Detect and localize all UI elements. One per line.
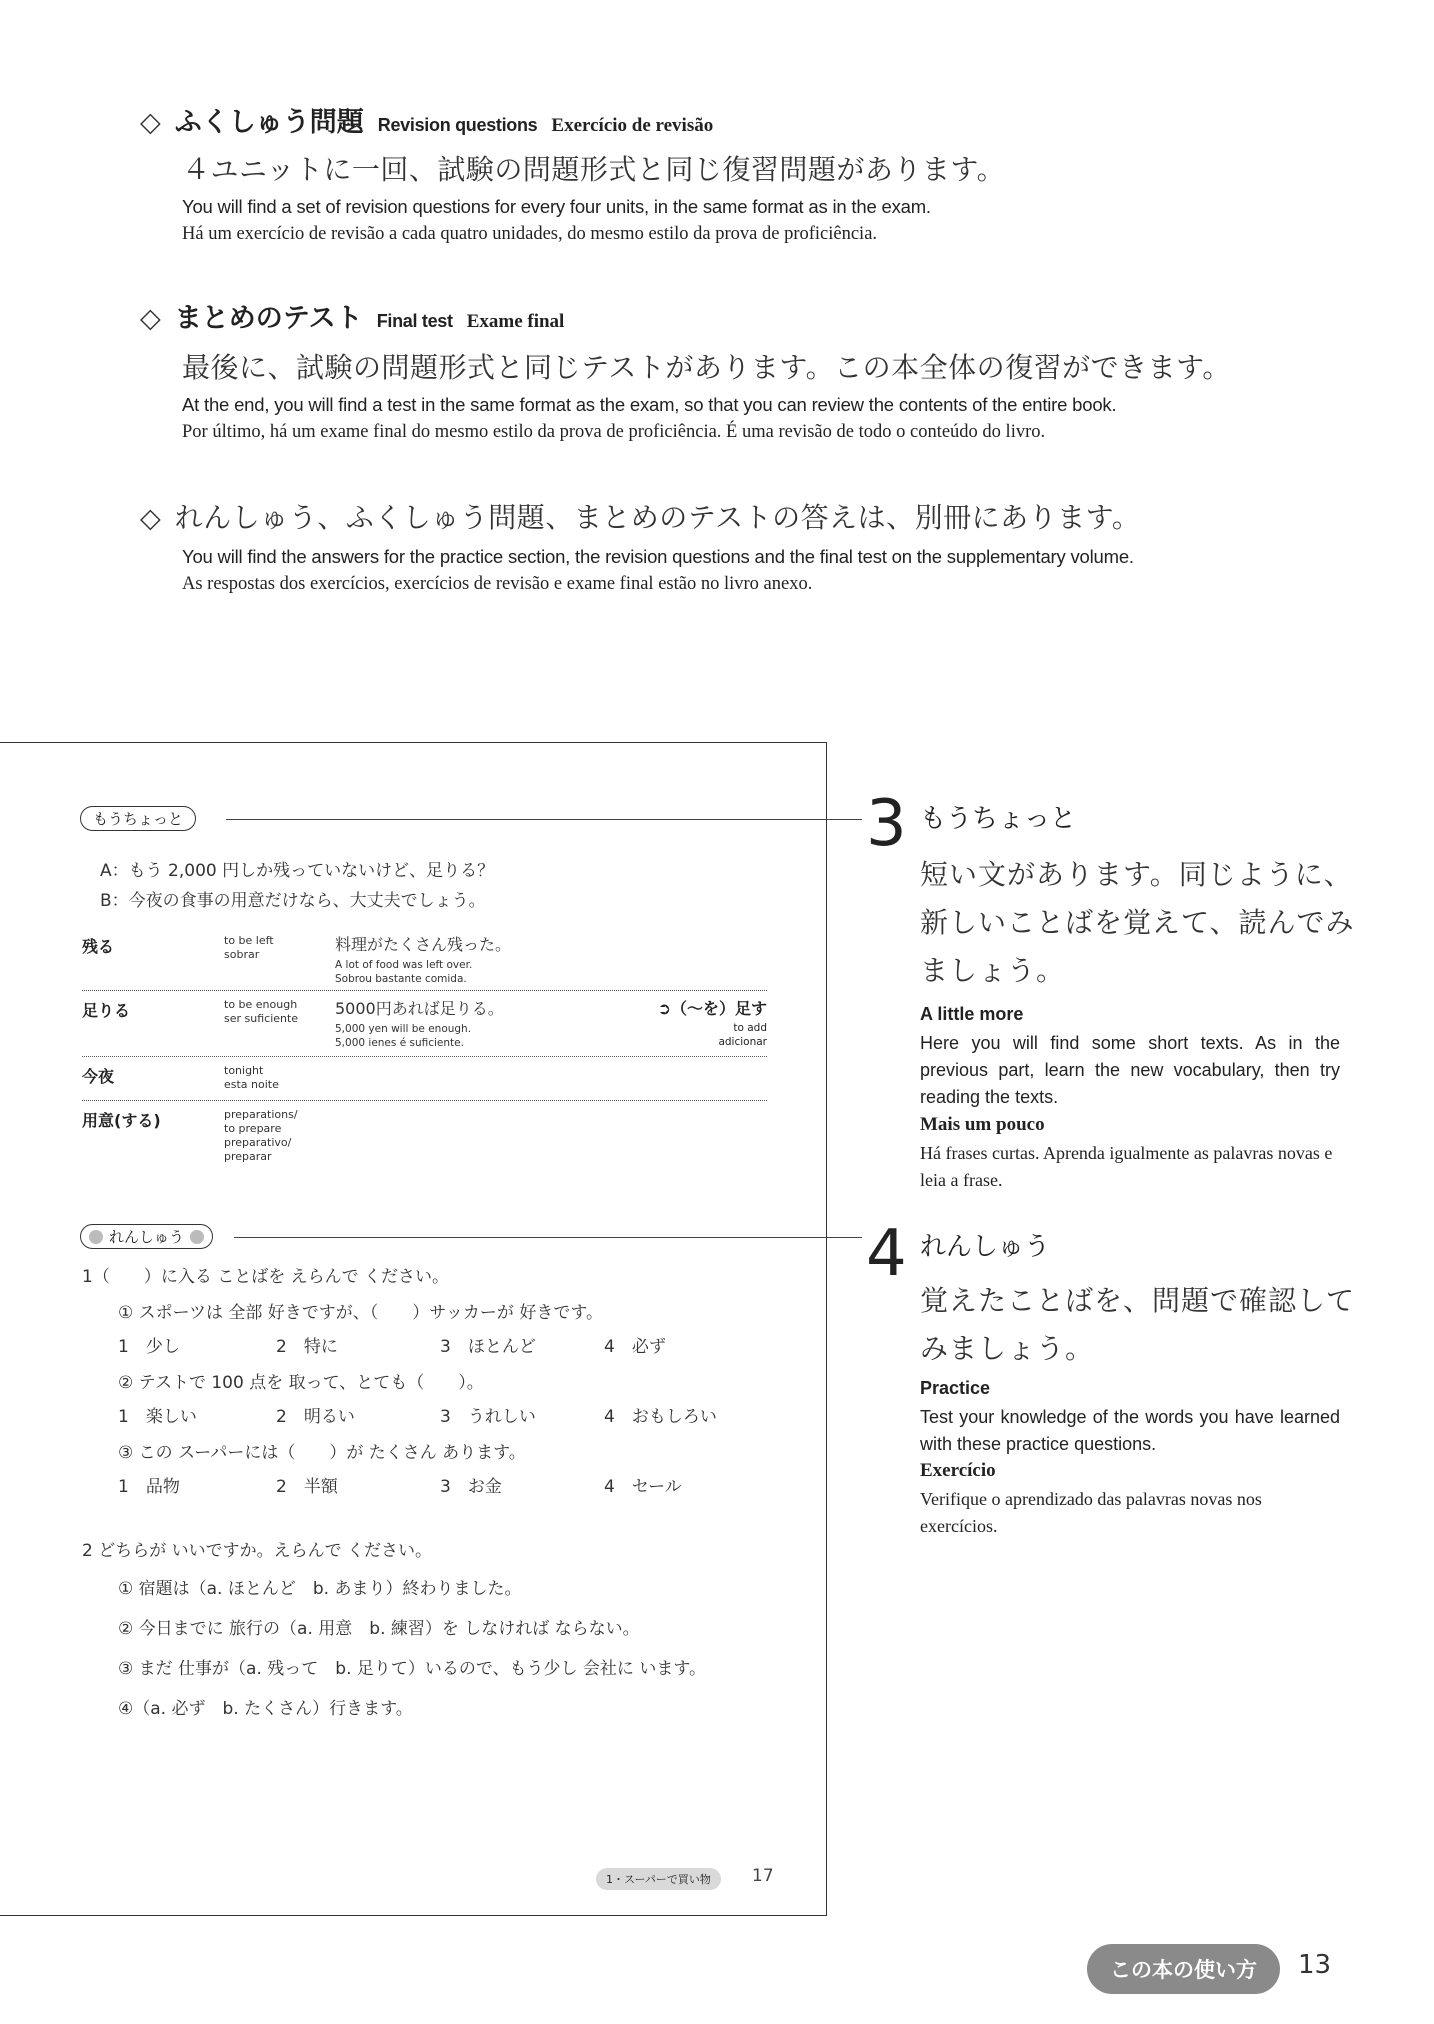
explanation-title: もうちょっと <box>920 804 1077 834</box>
section-en-body: At the end, you will find a test in the same format as the exam, so that you can review the contents of the entire book. <box>182 394 1117 415</box>
connector-line-4 <box>234 1237 862 1238</box>
section-pt-body: Por último, há um exame final do mesmo estilo da prova de proficiência. É uma revisão de todo o conteúdo do livro. <box>182 422 1046 442</box>
vocab-meaning-en: to be enough <box>224 998 298 1011</box>
explanation-en-title: Practice <box>920 1378 991 1398</box>
vocab-related-pt: adicionar <box>718 1036 767 1048</box>
explanation-pt-body: Verifique o aprendizado das palavras novas nos exercícios. <box>920 1489 1262 1536</box>
q1-option: 2 特に <box>276 1337 338 1357</box>
vocab-word: 残る <box>82 937 115 956</box>
q1-option: 4 セール <box>604 1477 682 1497</box>
explanation-en-body: Test your knowledge of the words you have learned with these practice questions. <box>920 1407 1340 1454</box>
q1-option: 1 楽しい <box>118 1407 197 1427</box>
renshuu-label <box>80 1224 213 1249</box>
q1-option: 3 ほとんど <box>440 1337 536 1357</box>
circle-icon <box>89 1230 103 1244</box>
explanation-jp-line: 覚えたことばを、問題で確認して <box>920 1284 1356 1317</box>
explanation-pt-title: Exercício <box>920 1460 996 1481</box>
vocab-meaning-pt2: preparar <box>224 1150 272 1163</box>
explanation-number: 4 <box>866 1217 907 1291</box>
renshuu-label-text: れんしゅう <box>109 1228 185 1246</box>
q2-title: 2 どちらが いいですか。えらんで ください。 <box>82 1541 433 1561</box>
vocab-example-en: A lot of food was left over. <box>335 959 473 971</box>
q1-option: 2 半額 <box>276 1477 338 1497</box>
dialog-line-b: B：今夜の食事の用意だけなら、大丈夫でしょう。 <box>100 891 486 911</box>
explanation-jp-line: 新しいことばを覚えて、読んでみ <box>920 906 1355 939</box>
diamond-icon: ◇ <box>140 107 161 138</box>
section-jp-title: ふくしゅう問題 <box>174 107 364 138</box>
vocab-row <box>82 994 767 1057</box>
q1-option: 3 お金 <box>440 1477 502 1497</box>
connector-line-3 <box>226 819 862 820</box>
q2-item: ③ まだ 仕事が（a. 残って b. 足りて）いるので、もう少し 会社に います。 <box>118 1659 706 1679</box>
explanation-jp-line: 短い文があります。同じように、 <box>920 858 1353 891</box>
section-final-test <box>140 296 1290 335</box>
vocab-meaning-en2: to prepare <box>224 1122 282 1135</box>
q1-item-stem: ③ この スーパーには（ ）が たくさん あります。 <box>118 1443 526 1463</box>
section-jp-title: まとめのテスト <box>174 303 363 334</box>
q1-option: 4 おもしろい <box>604 1407 717 1427</box>
q1-item-stem: ① スポーツは 全部 好きですが、（ ）サッカーが 好きです。 <box>118 1303 603 1323</box>
sample-page-tag: 1・スーパーで買い物 <box>596 1868 721 1890</box>
q1-item-stem: ② テストで 100 点を 取って、とても（ ）。 <box>118 1373 484 1393</box>
explanation-number: 3 <box>866 787 907 861</box>
vocab-example-pt: 5,000 ienes é suficiente. <box>335 1037 464 1049</box>
section-jp-body: 最後に、試験の問題形式と同じテストがあります。この本全体の復習ができます。 <box>182 351 1231 384</box>
sample-page-number: 17 <box>752 1866 774 1886</box>
section-en-body: You will find the answers for the practice section, the revision questions and the final test on the supplementary volume. <box>182 546 1134 567</box>
vocab-meaning-en: preparations/ <box>224 1108 298 1121</box>
vocab-word: 今夜 <box>82 1067 115 1086</box>
explanation-jp-line: ましょう。 <box>920 954 1066 987</box>
section-en-body: You will find a set of revision questions for every four units, in the same format as in the exam. <box>182 196 931 217</box>
q1-option: 1 少し <box>118 1337 180 1357</box>
section-pt-title: Exercício de revisão <box>551 115 714 136</box>
vocab-example-pt: Sobrou bastante comida. <box>335 973 467 985</box>
sample-page-frame <box>0 742 827 1916</box>
diamond-icon: ◇ <box>140 503 161 534</box>
explanation-pt-body: Há frases curtas. Aprenda igualmente as palavras novas e leia a frase. <box>920 1143 1333 1190</box>
vocab-related-en: to add <box>733 1022 767 1034</box>
mouchotto-label: もうちょっと <box>80 806 196 831</box>
vocab-related: ➲（〜を）足す <box>657 999 767 1018</box>
section-final-test-heading <box>140 296 1290 335</box>
section-revision <box>140 100 1290 139</box>
q2-item: ② 今日までに 旅行の（a. 用意 b. 練習）を しなければ ならない。 <box>118 1619 640 1639</box>
section-en-title: Revision questions <box>377 115 538 135</box>
vocab-example: 料理がたくさん残った。 <box>335 935 512 954</box>
q1-title: 1（ ）に入る ことばを えらんで ください。 <box>82 1267 450 1287</box>
section-pt-body: As respostas dos exercícios, exercícios de revisão e exame final estão no livro anexo. <box>182 574 813 594</box>
section-pt-body: Há um exercício de revisão a cada quatro unidades, do mesmo estilo da prova de proficiência. <box>182 224 878 244</box>
q1-option: 4 必ず <box>604 1337 666 1357</box>
explanation-jp-line: みましょう。 <box>920 1332 1095 1365</box>
section-answers-heading <box>140 496 1290 536</box>
vocab-word: 用意(する) <box>82 1111 161 1130</box>
vocab-meaning-pt: esta noite <box>224 1078 279 1091</box>
vocab-word: 足りる <box>82 1001 131 1020</box>
vocab-meaning-pt: ser suficiente <box>224 1012 299 1025</box>
vocab-example-en: 5,000 yen will be enough. <box>335 1023 472 1035</box>
q1-option: 1 品物 <box>118 1477 180 1497</box>
section-jp-title: れんしゅう、ふくしゅう問題、まとめのテストの答えは、別冊にあります。 <box>174 501 1141 534</box>
vocab-meaning-en: to be left <box>224 934 274 947</box>
vocab-row <box>82 1106 767 1166</box>
q1-option: 2 明るい <box>276 1407 355 1427</box>
section-en-title: Final test <box>376 311 453 331</box>
explanation-en-body: Here you will find some short texts. As in the previous part, learn the new vocabulary, then try reading the texts. <box>920 1033 1340 1107</box>
explanation-pt-title: Mais um pouco <box>920 1114 1045 1135</box>
q2-item: ① 宿題は（a. ほとんど b. あまり）終わりました。 <box>118 1579 522 1599</box>
explanation-en-title: A little more <box>920 1004 1024 1024</box>
vocab-row <box>82 1060 767 1101</box>
section-revision-heading <box>140 100 1290 139</box>
section-answers <box>140 496 1290 536</box>
vocab-meaning-pt: sobrar <box>224 948 260 961</box>
vocab-row <box>82 930 767 991</box>
footer-chapter-label: この本の使い方 <box>1087 1944 1280 1994</box>
vocab-example: 5000円あれば足りる。 <box>335 999 504 1018</box>
vocab-meaning-pt: preparativo/ <box>224 1136 292 1149</box>
diamond-icon: ◇ <box>140 303 161 334</box>
section-pt-title: Exame final <box>466 311 565 332</box>
q1-option: 3 うれしい <box>440 1407 536 1427</box>
explanation-title: れんしゅう <box>920 1232 1051 1262</box>
circle-icon <box>190 1230 204 1244</box>
vocab-meaning-en: tonight <box>224 1064 264 1077</box>
footer-page-number: 13 <box>1298 1950 1332 1980</box>
dialog-line-a: A：もう 2,000 円しか残っていないけど、足りる？ <box>100 861 495 881</box>
q2-item: ④（a. 必ず b. たくさん）行きます。 <box>118 1699 413 1719</box>
section-jp-body: ４ユニットに一回、試験の問題形式と同じ復習問題があります。 <box>182 153 1006 186</box>
